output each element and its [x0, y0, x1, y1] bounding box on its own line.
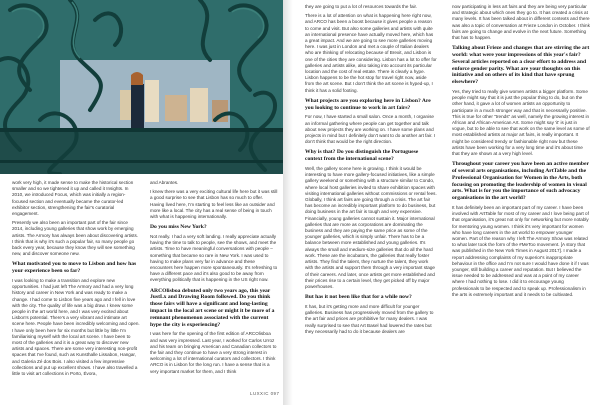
paragraph: It has, but it's getting more and more difficult for younger galleries. Business has progressively moved from the gallery to the art fair and prices are prohibitive for many dealers. I was really surprised to see that Art Basel had lowered the rates but they necessarily had to do it because dealers are: [305, 303, 434, 334]
paragraph: and Abrantes.: [150, 180, 179, 185]
interview-question: ARCOlisboa debuted only two years ago, this year JustLx and Drawing Room followed. Do you think those fairs will have a significant and long-lasting impact in the local art scene or might it be more of a remnant phenomenon associated with the current hype the city is experiencing?: [150, 287, 275, 328]
paragraph: There is a lot of attention on what is happening here right now, and ARCO has been a boost because it gives people a reason to come and visit. But also some galleries and artists with quite an international presence have actually moved here, which has a great impact. And we are going to see more galleries moving here. I was just in London and met a couple of Italian dealers who are thinking of relocating because of Brexit, and Lisbon is one of the cities they are considering. Lisbon has a lot to offer for galleries and artists alike, also taking into account its particular location and the cost of real estate. There is clearly a hype. Lisbon happens to be the hot stop for travel right now, aside from the art scene. But I don't think the art scene is hyped-up, I think it has a solid footing.: [305, 13, 437, 93]
interview-question: Talking about Frieze and changes that are stirring the art world: what were your impressions of this year's fair? Several articles reported on a clear effort to address and enforce gender parity. What are your thoughts on this initiative and on others of its kind that have sprung elsewhere?: [452, 45, 590, 86]
paragraph: they are going to put a lot of resources towards the fair.: [305, 4, 418, 9]
page-gutter: [283, 0, 297, 405]
column-4: [452, 4, 590, 301]
balcony-railing-illustration: [0, 0, 283, 174]
paragraph: Yes, they tried to really give women artists a bigger platform. Some people might say that it is just the popular thing to do, but on the other hand, it gave a lot of women artists an opportunity to participate in a much stronger way and that is necessarily positive. This is true for other "trends" as well, namely the growing interest in African and African-American Art. Some might say 'it' is just in vogue, but to be able to see that work on the same level as some of most established artists at major art fairs, is really important. It might be considered trendy or fashionable right now but these artists have been working for a very long time and it's about time that they are shown at a very high level.: [452, 89, 590, 157]
page-folio: LUXXIC 097: [250, 391, 280, 396]
paragraph: It has definitely been an important part of my career. I have been involved with ArtTable for most of my career and I love being part of that organisation, it's great not only for networking but more notably for mentoring young women. I think it's very important for women who have long careers in the art world to empower younger women. Part of the reason why I left The Armory Show was related to what later took the form of the #MeToo movement. [A story that was published in the New York Times in August 2017]. I made a report addressing complaints of my superior's inappropriate behaviour in the office and I'm not sure I would have done it if I was younger, still building a career and reputation. But I believed the issue needed to be addressed and was at a point of my career where I had nothing to lose. I did it to encourage young professionals to be respected and to speak up. Professionalism in the arts is extremely important and it needs to be cultivated.: [452, 205, 589, 297]
paragraph: For now, I have started a small salon. Once a month, I organise an informal gathering where people can get together and talk about new projects they are working on. I have some plans and projects in mind but I definitely don't want to do another art fair. I don't think that would be the right direction.: [305, 114, 436, 145]
paragraph: I was looking to make a transition and explore new opportunities. I had just left The Armory and had a very long history and career in New York and was ready to make a change. I had come to Lisbon five years ago and I fell in love with the city. The quality of life was a big draw. I knew some people in the art world here, and I was very excited about Lisbon's potential. There's a very vibrant and intimate art scene here. People have been incredibly welcoming and open. I have only been here for six months but little by little I'm familiarising myself with the local art scene. I have been to most of the galleries and it is a great way to discover new artists and spaces. There are some very interesting non-profit spaces that I've found, such as Kunsthalle Lissabon, Hangar, and Galeria Zé dos Bois. I also visited a few impressive collections and put up excellent shows. I have also travelled a little to visit art collections in Porto, Évora,: [12, 278, 140, 377]
interview-question: But has it not been like that for a while now?: [305, 294, 412, 301]
paragraph: I was here for the opening of the first edition of ARCOlisboa and was very impressed. Last year, I worked for Carlos Urroz and his team on bringing American and Canadian collectors to the fair and they continue to have a very strong interest in welcoming a lot of international curators and collectors. I think ARCO is in Lisbon for the long run. I have a sense that is a very important market for them, and I think: [150, 331, 277, 374]
column-2: [150, 180, 278, 378]
interview-question: What motivated you to move to Lisbon and how has your experience been so far?: [12, 261, 137, 275]
interview-question: Why is that? Do you distinguish the Portuguese context from the international scene?: [305, 149, 419, 163]
paragraph: Well, the gallery scene here is growing. I think it would be interesting to have more gallery-focused initiatives, like a simple gallery weekend or something with a structure similar to Condo, where local host galleries invited to share exhibition spaces with visiting international galleries without commissions or rental fees. Globally, I think art fairs are going through a crisis. The art fair has become an incredibly important platform to do business, but doing business in the art fair is tough and very expensive. Financially, young galleries cannot sustain it. Major international galleries that are more as corporations are dominating the business and they are paying the same price as some of the younger galleries, which is simply unfair. There has to be a balance between more established and young galleries. It's always the small and medium-size galleries that do all the hard work. These are the incubators, the galleries that really foster artists. They find the talent, they nurture the talent, they work with the artists and support them through a very important stage of their careers. And later, once artists get more established and their prices rise to a certain level, they get picked off by major powerhouses.: [305, 166, 437, 289]
column-1: [12, 180, 140, 380]
paragraph: I knew there was a very exciting cultural life here but it was still a good surprise to see that Lisbon has so much to offer. Having lived here, I'm starting to feel less like an outsider and more like a local. The city has a real sense of being in touch with what is happening internationally.: [150, 189, 278, 220]
interview-question: What projects are you exploring here in Lisbon? Are you looking to continue to work in art fairs?: [305, 97, 431, 111]
interview-question: Throughout your career you have been an active member of several arts organisations, including ArtTable and the Professional Organisation for Women in the Arts, both focusing on promoting the leadership of women in visual arts. What is for you the importance of such advocacy organisations in the art world?: [452, 161, 589, 202]
balcony-photo: [0, 0, 283, 174]
paragraph: work very high, it made sense to make the historical section smaller and so we tightened it up and called it Insights. In 2010, we introduced Focus, which was initially a region-focused section and eventually became the curator-led exhibitor section, strengthening the fair's curatorial engagement.: [12, 180, 134, 217]
interview-question: Do you miss New York?: [150, 224, 207, 231]
paragraph: Presently we also been an important part of the fair since 2014, including young galleries that show work by emerging artists. The Armory has always been about discovering artists. I think that is why it's such a popular fair, so many people go back every year, because they know they will see something new, and discover someone new.: [12, 220, 139, 257]
paragraph: Not really. I had a very soft landing. I really appreciate actually having the time to talk to people, see the shows, and meet the artists. Time to have meaningful conversations with people – something that became so rare in New York. I was used to having to make plans very far in advance and these encounters here happen more spontaneously. It's refreshing to have a different pace and it's also good to be away from everything politically that is happening in the US right now.: [150, 234, 278, 283]
paragraph: now participating in less art fairs and they are being very particular and strategic about which ones they go to. It has created a crisis at many levels. It has been talked about in different contexts and there was also a topic of conversation at Frieze London in October. I think fairs are going to change and evolve in the next future. Something that has to happen.: [452, 4, 590, 41]
column-3: [305, 4, 437, 338]
